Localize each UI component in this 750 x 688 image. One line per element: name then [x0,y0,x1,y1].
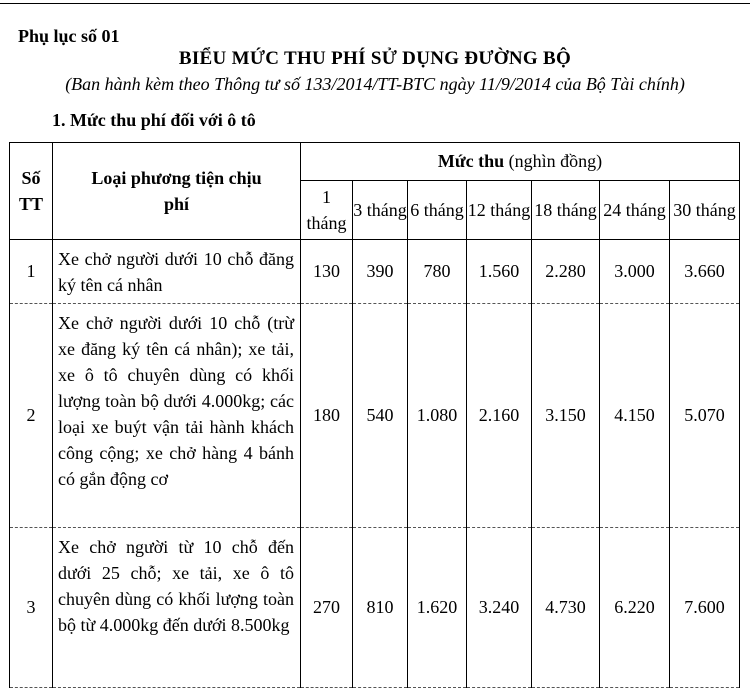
month-header: 30 tháng [670,181,740,240]
fee-value: 180 [301,304,353,528]
appendix-label: Phụ lục số 01 [18,26,120,46]
top-border-line [0,3,750,4]
vehicle-type: Xe chở người dưới 10 chỗ (trừ xe đăng ký tên cá nhân); xe tải, xe ô tô chuyên dùng có khối lượng toàn bộ dưới 4.000kg; các loại xe buýt vận tải hành khách công cộng; xe chở hàng 4 bánh có gắn động cơ [53,304,301,528]
fee-value: 4.150 [600,304,670,528]
fee-unit: (nghìn đồng) [504,151,603,171]
fee-value: 2.160 [467,304,532,528]
month-header: 6 tháng [408,181,467,240]
fee-value: 780 [408,240,467,304]
fee-value: 540 [353,304,408,528]
month-header: 24 tháng [600,181,670,240]
fee-value: 1.620 [408,528,467,688]
fee-value: 3.660 [670,240,740,304]
header-vehicle-type: Loại phương tiện chịu phí [53,143,301,240]
fee-value: 3.000 [600,240,670,304]
vehicle-type: Xe chở người từ 10 chỗ đến dưới 25 chỗ; xe tải, xe ô tô chuyên dùng có khối lượng toàn bộ từ 4.000kg đến dưới 8.500kg [53,528,301,688]
header-stt: Số TT [10,143,53,240]
document-subtitle: (Ban hành kèm theo Thông tư số 133/2014/TT-BTC ngày 11/9/2014 của Bộ Tài chính) [65,74,685,94]
table-row [10,240,740,304]
document-title: BIỂU MỨC THU PHÍ SỬ DỤNG ĐƯỜNG BỘ [178,48,572,69]
row-number: 1 [10,240,53,304]
fee-value: 1.080 [408,304,467,528]
row-number: 2 [10,304,53,528]
month-header: 3 tháng [353,181,408,240]
fee-value: 1.560 [467,240,532,304]
fee-value: 7.600 [670,528,740,688]
fee-value: 4.730 [532,528,600,688]
month-header: 18 tháng [532,181,600,240]
fee-value: 2.280 [532,240,600,304]
fee-label: Mức thu [437,151,505,171]
fee-value: 130 [301,240,353,304]
fee-value: 5.070 [670,304,740,528]
vehicle-type: Xe chở người dưới 10 chỗ đăng ký tên cá nhân [53,240,301,304]
fee-table [9,142,740,688]
month-header: 12 tháng [467,181,532,240]
fee-value: 3.150 [532,304,600,528]
table-row [10,304,740,528]
row-number: 3 [10,528,53,688]
fee-value: 810 [353,528,408,688]
fee-value: 390 [353,240,408,304]
month-header: 1 tháng [301,181,353,240]
fee-value: 3.240 [467,528,532,688]
table-row [10,528,740,688]
fee-value: 270 [301,528,353,688]
fee-value: 6.220 [600,528,670,688]
section-heading: 1. Mức thu phí đối với ô tô [52,110,256,130]
header-fee [301,143,740,181]
